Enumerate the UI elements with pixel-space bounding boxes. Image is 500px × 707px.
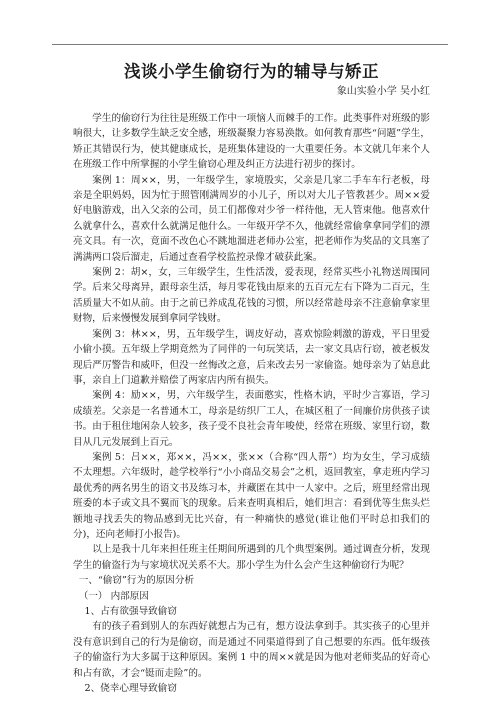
body-paragraph: 案例 3：林××，男，五年级学生，调皮好动，喜欢惊险刺激的游戏，平日里爱小偷小摸。五年级上学期竟然为了同伴的一句玩笑话，去一家文具店行窃，被老板发现后严厉警告和威吓，但没一丝悔改之意，后来改去另一家偷盗。她母亲为了姑息此事，亲自上门道歉并赔偿了两家店内所有损失。	[73, 328, 430, 386]
body-paragraph: 有的孩子看到别人的东西好就想占为己有，想方设法拿到手。其实孩子的心里并没有意识到自己的行为是偷窃，而是通过不同渠道得到了自己想要的东西。低年级孩子的偷盗行为大多属于这种原因。案例 1 中的周××就是因为他对老师奖品的好奇心和占有欲，才会“铤而走险”的。	[73, 621, 430, 679]
header-rule	[52, 44, 448, 45]
body-paragraph: 学生的偷窃行为往往是班级工作中一项恼人而棘手的工作。此类事件对班级的影响很大，让多数学生缺乏安全感，班级凝聚力容易涣散。如何教育那些“问题”学生，矫正其错误行为，使其健康成长，是班集体建设的一大重要任务。本文就几年来个人在班级工作中所掌握的小学生偷窃心理及纠正方法进行初步的探讨。	[73, 113, 430, 171]
section-heading: 一、“偷窃”行为的原因分析	[78, 575, 195, 587]
author-line: 象山实验小学 吴小红	[336, 86, 430, 97]
body-paragraph: 案例 1：周××，男，一年级学生，家境殷实，父亲是几家二手车车行老板，母亲是全职妈妈，因为忙于照管刚满周岁的小儿子，所以对大儿子管教甚少。周××爱好电脑游戏，出入父亲的公司，员工们都像对少爷一样待他，无人管束他。他喜欢什么就拿什么，喜欢什么就满足他什么。一年级开学不久，他就经常偷拿拿同学们的漂亮文具。有一次，竟面不改色心不跳地溜进老师办公室，把老师作为奖品的文具塞了满满两口袋后溜走，后通过查看学校监控录像才破获此案。	[73, 174, 430, 263]
section-heading: 1、占有欲强导致偷窃	[84, 606, 177, 617]
section-heading: （一） 内部原因	[78, 590, 149, 602]
article-title: 浅谈小学生偷窃行为的辅导与矫正	[124, 62, 379, 81]
body-paragraph: 案例 4：励××，男，六年级学生，表面憨实，性格木讷，平时少言寡语，学习成绩差。父亲是一名普通木工，母亲是纺织厂工人，在城区租了一间廉价房供孩子读书。由于租住地闲杂人较多，孩子受不良社会青年唆使，经常在班级、家里行窃，数目从几元发展到上百元。	[73, 390, 430, 448]
body-paragraph: 案例 2：胡×，女，三年级学生，生性活泼，爱表现，经常买些小礼物送周围同学。后来父母离异，跟母亲生活，每月零花钱由原来的五百元左右下降为二百元，生活质量大不如从前。由于之前已养成乱花钱的习惯，所以经常趁母亲不注意偷拿家里财物，后来慢慢发展到拿同学钱财。	[73, 267, 430, 325]
article-body	[73, 111, 430, 696]
section-heading: 2、侥幸心理导致偷窃	[84, 683, 177, 695]
body-paragraph: 以上是我十几年来担任班主任期间所遇到的几个典型案例。通过调查分析，发现学生的偷盗行为与家境状况关系不大。那小学生为什么会产生这种偷窃行为呢？	[73, 544, 430, 571]
body-paragraph: 案例 5：吕××，郑××，冯××，张××（合称“四人帮”）均为女生，学习成绩不太理想。六年级时，趁学校举行“小小商品交易会”之机，返回教室，拿走班内学习最优秀的两名男生的语文书及练习本，并藏匿在其中一人家中。之后，班里经常出现班委的本子或文具不翼而飞的现象。后来查明真相后，她们坦言：看到优等生焦头烂额地寻找丢失的物品感到无比兴奋，有一种痛快的感觉(谁让他们平时总扣我们的分)，还向老师打小报告)。	[73, 451, 430, 540]
